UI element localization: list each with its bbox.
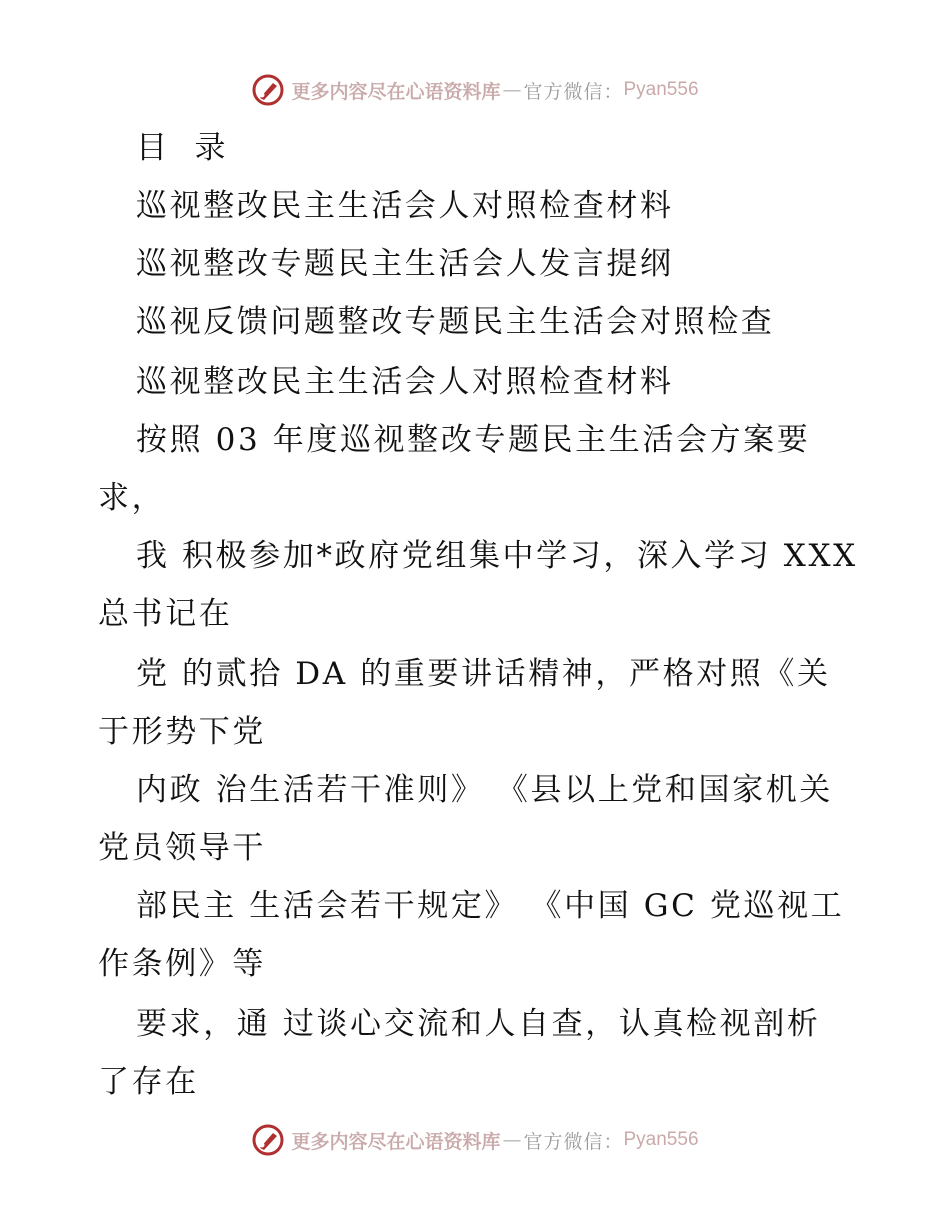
toc-item: 巡视整改民主生活会人对照检查材料 — [136, 188, 674, 224]
watermark-site-text: 更多内容尽在心语资料库 — [291, 80, 501, 103]
toc-heading: 目 录 — [136, 130, 229, 166]
section-title: 巡视整改民主生活会人对照检查材料 — [136, 364, 674, 400]
watermark-official-label: 官方微信： — [523, 1130, 624, 1153]
body-line: 于形势下党 — [98, 714, 266, 750]
body-line: 党员领导干 — [98, 830, 266, 866]
body-line: 要求，通 过谈心交流和人自查，认真检视剖析 — [136, 1006, 821, 1042]
watermark-separator: — — [502, 1129, 522, 1151]
body-line: 内政 治生活若干准则》 《县以上党和国家机关 — [136, 772, 833, 808]
body-line: 总书记在 — [98, 596, 233, 632]
body-line: 部民主 生活会若干规定》 《中国 GC 党巡视工 — [136, 888, 845, 924]
body-line: 按照 03 年度巡视整改专题民主生活会方案要 — [136, 422, 811, 458]
toc-item: 巡视反馈问题整改专题民主生活会对照检查 — [136, 304, 775, 340]
toc-item: 巡视整改专题民主生活会人发言提纲 — [136, 246, 674, 282]
body-line: 求， — [98, 480, 166, 516]
watermark-separator: — — [502, 79, 522, 101]
watermark-official-label: 官方微信： — [523, 80, 624, 103]
watermark-wechat-id: Pyan556 — [623, 1129, 699, 1150]
body-line: 党 的贰拾 DA 的重要讲话精神，严格对照《关 — [136, 656, 831, 692]
watermark-wechat-id: Pyan556 — [623, 79, 699, 100]
footer-watermark — [0, 1120, 950, 1160]
header-watermark — [0, 70, 950, 110]
body-line: 作条例》等 — [98, 946, 266, 982]
body-line: 了存在 — [98, 1064, 199, 1100]
pen-logo-icon — [251, 73, 285, 107]
pen-logo-icon — [251, 1123, 285, 1157]
watermark-site-text: 更多内容尽在心语资料库 — [291, 1130, 501, 1153]
body-line: 我 积极参加*政府党组集中学习，深入学习 XXX — [136, 538, 858, 574]
